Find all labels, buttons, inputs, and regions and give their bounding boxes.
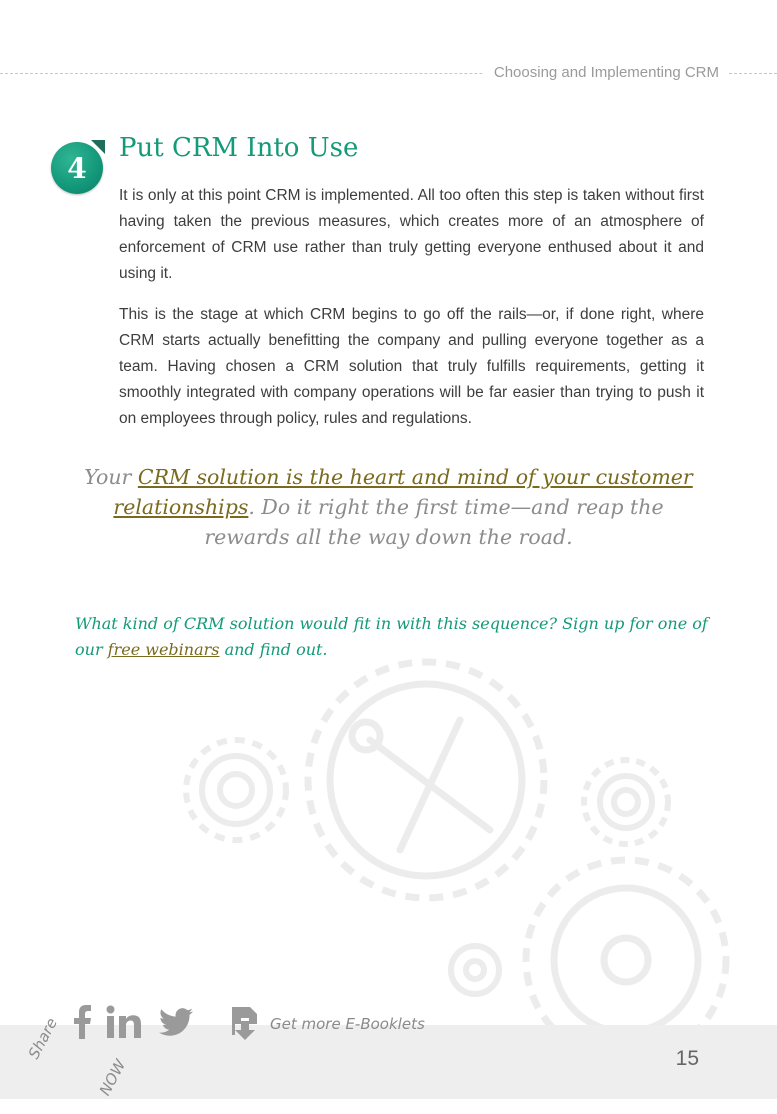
facebook-glyph bbox=[72, 1005, 92, 1039]
large-gear-bottom-right bbox=[526, 860, 726, 1025]
linkedin-icon[interactable] bbox=[105, 1003, 145, 1041]
cta-intro: What kind of CRM solution would fit in with this sequence? Sign up for one of our bbox=[75, 614, 708, 659]
crm-solution-link[interactable]: CRM solution is the heart and mind of your customer relationships bbox=[113, 465, 693, 519]
page-number: 15 bbox=[675, 1047, 699, 1070]
facebook-icon[interactable] bbox=[70, 1003, 94, 1041]
twitter-icon[interactable] bbox=[158, 1003, 194, 1041]
small-gear-right bbox=[584, 760, 668, 844]
wrench-screwdriver-icon bbox=[352, 720, 490, 850]
body-paragraph-1: It is only at this point CRM is implemented. All too often this step is taken without first having taken the previous measures, which creates more of an atmosphere of enforcement of CRM use rather than truly getting everyone enthused about it and using it. bbox=[119, 187, 704, 282]
free-webinars-link[interactable]: free webinars bbox=[107, 640, 220, 659]
download-booklet-icon[interactable] bbox=[228, 1004, 264, 1042]
cta-outro: and find out. bbox=[219, 640, 328, 659]
step-number-badge bbox=[51, 140, 105, 194]
pull-quote-rest: . Do it right the first time—and reap the rewards all the way down the road. bbox=[204, 495, 664, 549]
linkedin-glyph bbox=[106, 1005, 144, 1039]
gears-illustration bbox=[170, 650, 770, 1025]
running-header: Choosing and Implementing CRM bbox=[484, 64, 729, 81]
at-sign-icon bbox=[451, 946, 499, 994]
body-paragraph-2: This is the stage at which CRM begins to go off the rails—or, if done right, where CRM starts actually benefitting the company and pulling everyone together as a team. Having chosen a CRM solution that truly fulfills requirements, getting it smoothly integrated with company operations will be far easier than trying to push it on employees through policy, rules and regulations. bbox=[119, 306, 704, 427]
get-more-ebooklets-link[interactable]: Get more E-Booklets bbox=[270, 1015, 425, 1033]
booklet-download-glyph bbox=[229, 1005, 263, 1041]
step-number: 4 bbox=[51, 142, 103, 194]
small-gear-left bbox=[186, 740, 286, 840]
share-now-label: Share NOW bbox=[24, 1014, 130, 1099]
section-heading: Put CRM Into Use bbox=[119, 133, 359, 163]
twitter-bird-glyph bbox=[159, 1008, 193, 1036]
pull-quote bbox=[72, 462, 705, 552]
pull-quote-intro: Your bbox=[84, 465, 138, 489]
